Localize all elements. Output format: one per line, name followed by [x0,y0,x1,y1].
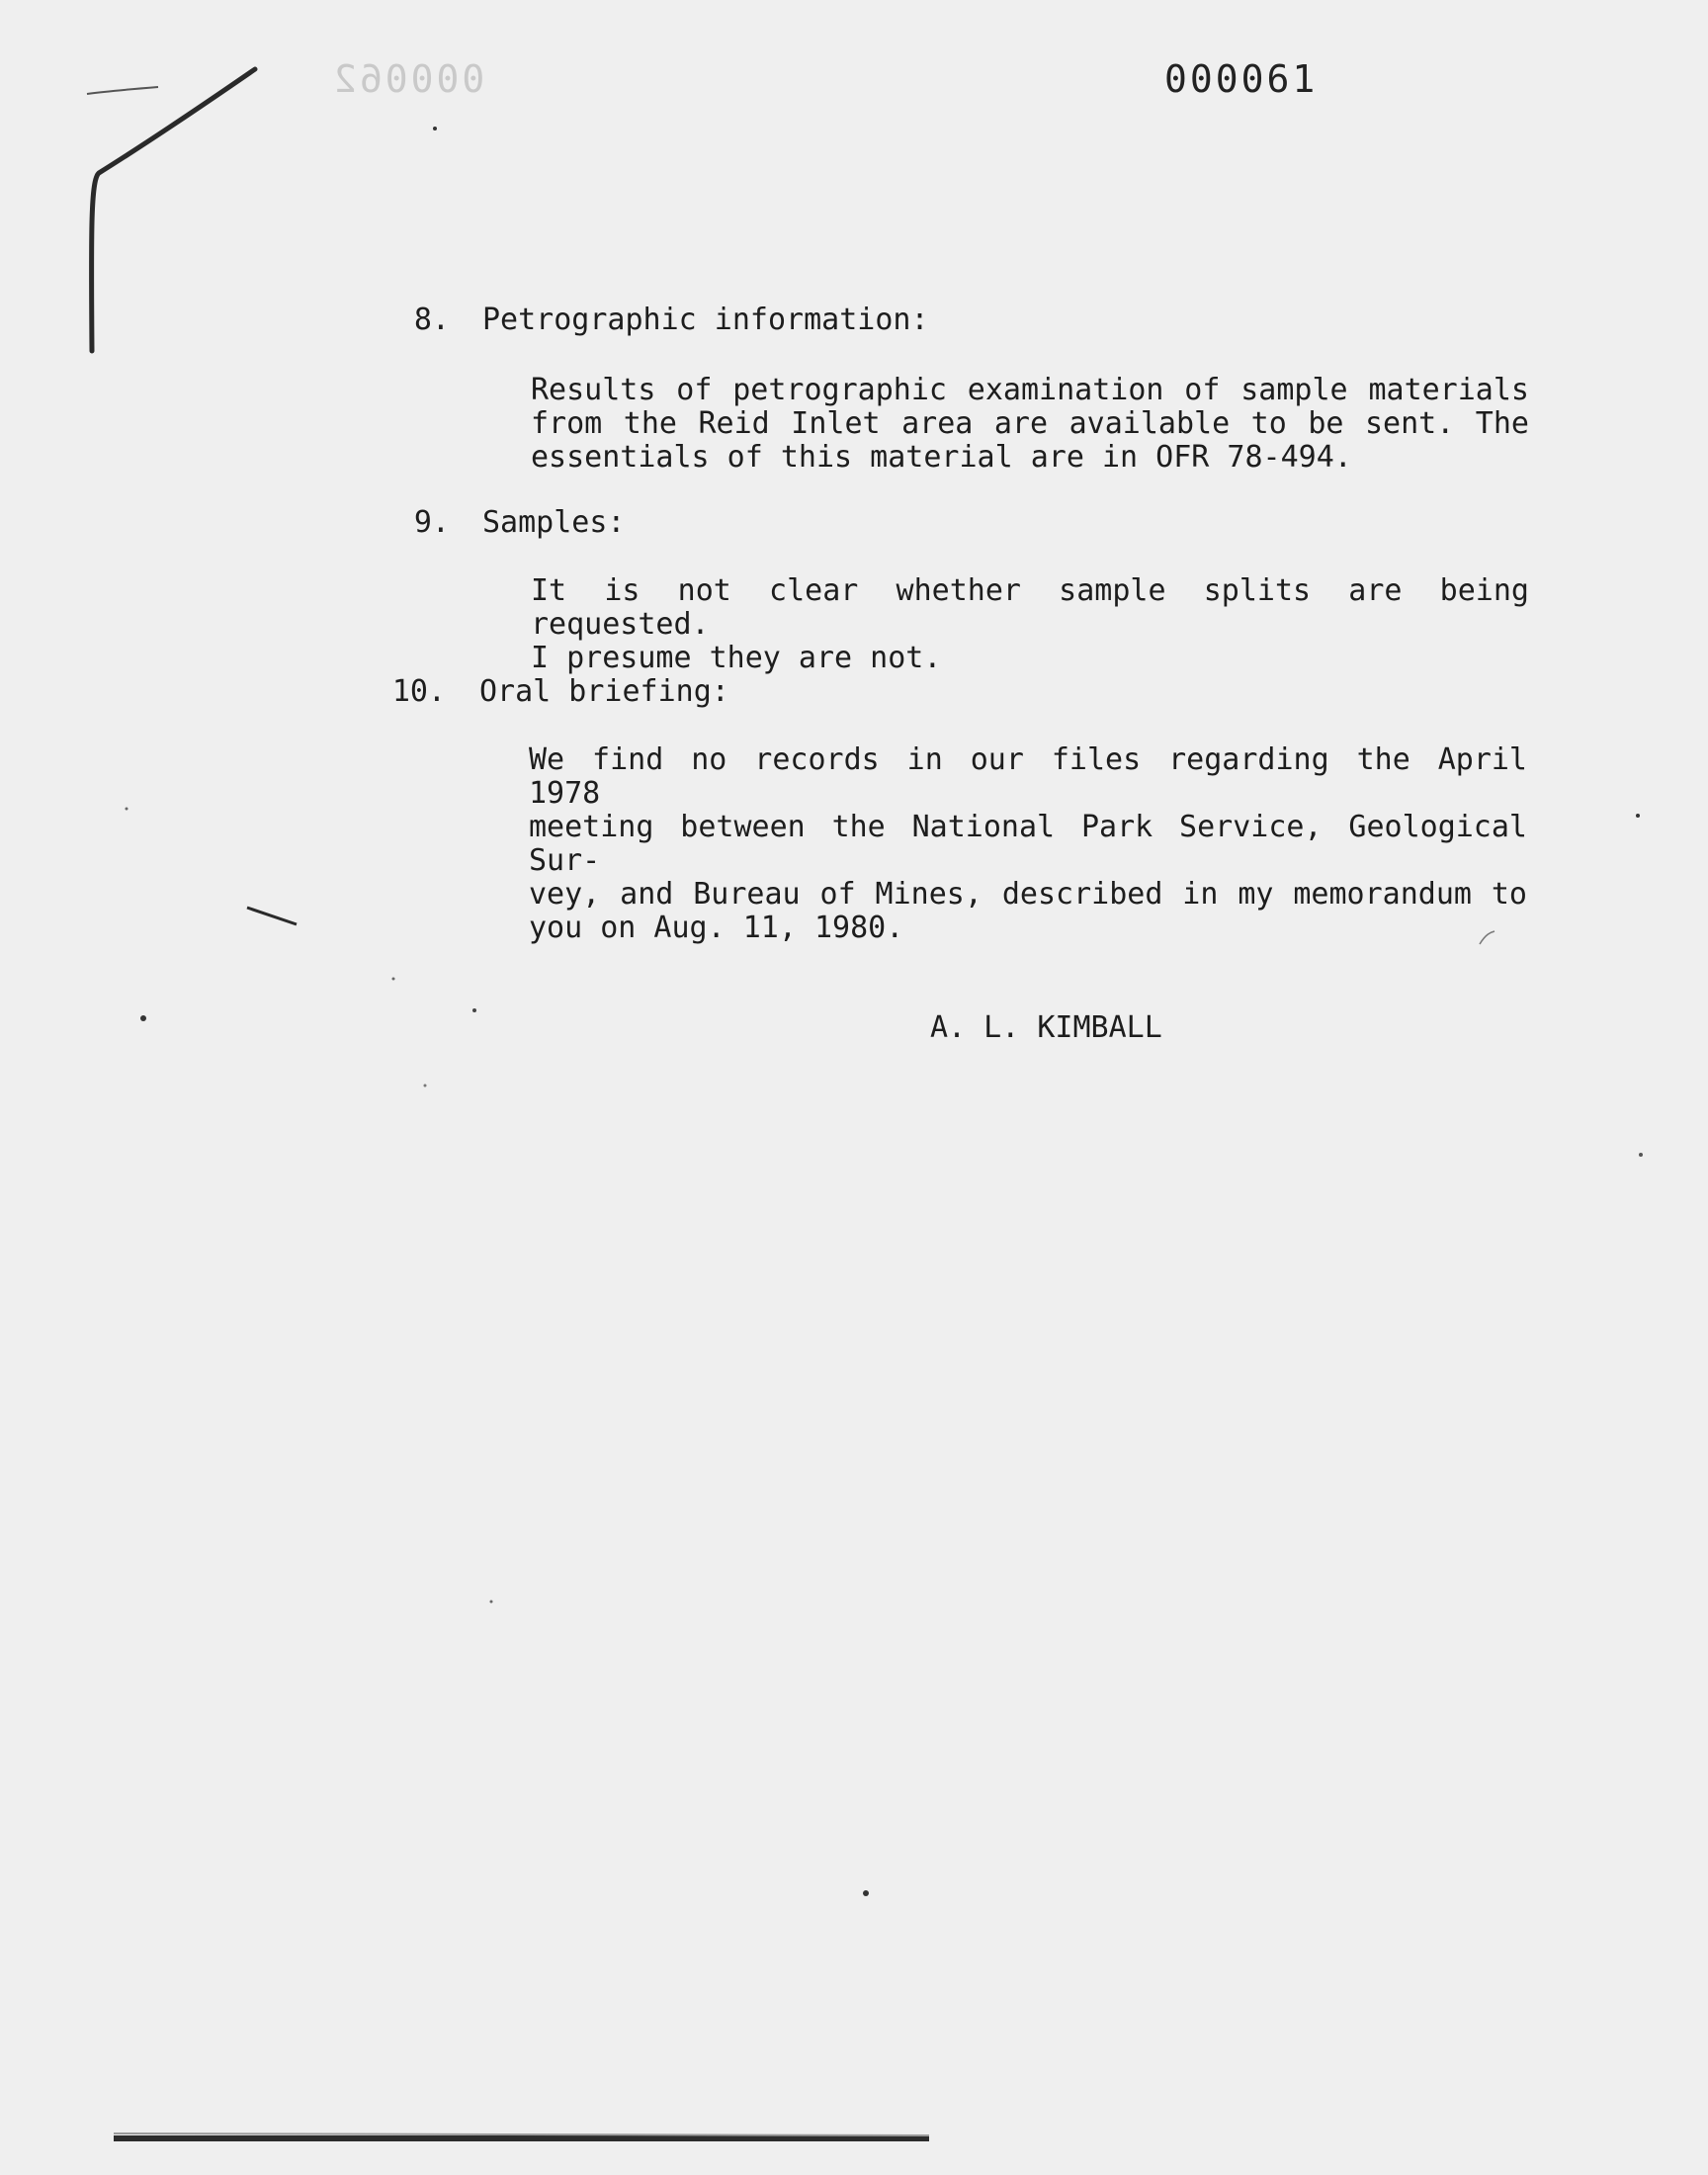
bleed-through-page-number: 000062 [331,57,485,101]
item-8-heading: Petrographic information: [482,303,929,337]
paragraph-line: essentials of this material are in OFR 78-494. [531,440,1352,475]
paragraph-line: from the Reid Inlet area are available to be sent. The [531,406,1529,441]
speck [1636,814,1640,818]
item-10-number: 10. [391,674,446,709]
speck [433,127,437,130]
page-number-stamp: 000061 [1164,57,1319,101]
paragraph-line: I presume they are not. [531,641,942,675]
stray-tick-mark [1480,931,1494,944]
speck [424,1085,427,1088]
signature-name: A. L. KIMBALL [930,1010,1162,1045]
speck [140,1015,146,1021]
item-10-heading: Oral briefing: [479,674,729,709]
bottom-edge-bar-shadow [114,2133,929,2135]
item-8-number: 8. [413,303,450,337]
speck [1639,1153,1643,1157]
paragraph-line: Results of petrographic examination of sample materials [531,373,1529,407]
paragraph-line: It is not clear whether sample splits are being requested. [531,573,1529,642]
paragraph-line: you on Aug. 11, 1980. [529,911,904,945]
speck [863,1890,869,1896]
speck [392,978,395,981]
speck [490,1601,493,1604]
speck [126,808,128,811]
corner-pen-mark [92,69,255,351]
corner-pen-mark-small [87,87,158,94]
paragraph-line: vey, and Bureau of Mines, described in my memorandum to [529,877,1527,912]
item-9-number: 9. [413,505,450,540]
paragraph-line: meeting between the National Park Service, Geological Sur- [529,810,1527,878]
speck [472,1008,476,1012]
item-9-heading: Samples: [482,505,626,540]
stray-dash-mark [247,908,297,924]
paragraph-line: We find no records in our files regarding the April 1978 [529,742,1527,811]
